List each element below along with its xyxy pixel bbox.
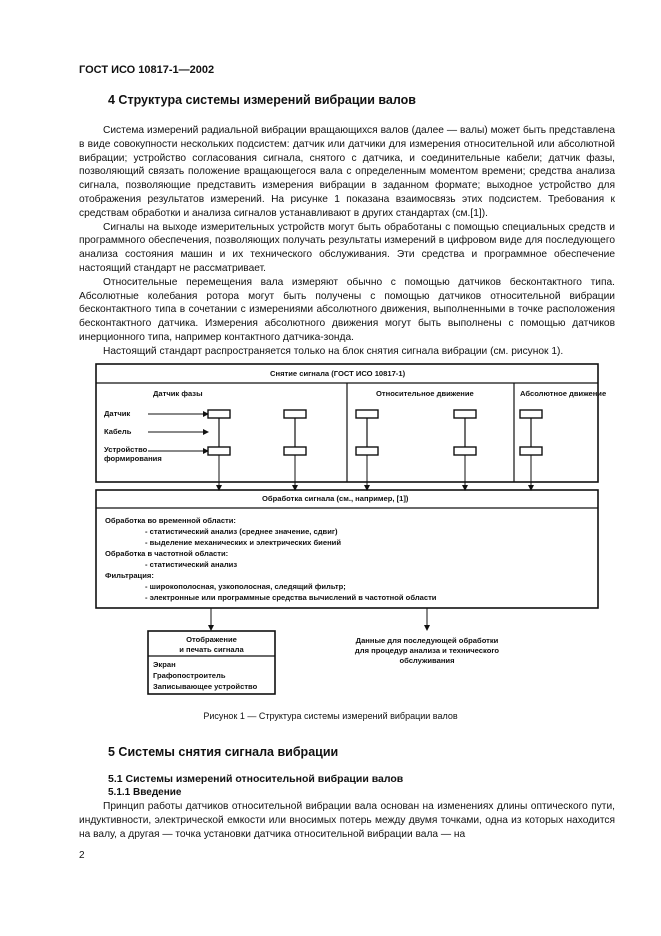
processing-line: - статистический анализ (среднее значение, сдвиг) [145, 527, 338, 536]
processing-line: - широкополосная, узкополосная, следящий фильтр; [145, 582, 346, 591]
display-item: Записывающее устройство [153, 682, 258, 691]
processing-line: - электронные или программные средства вычислений в частотной области [145, 593, 437, 602]
processing-line: Обработка во временной области: [105, 516, 236, 525]
page-number: 2 [79, 850, 85, 861]
figure-caption: Рисунок 1 — Структура системы измерений вибрации валов [203, 711, 458, 721]
data-output-text: Данные для последующей обработки [355, 636, 499, 645]
document-header: ГОСТ ИСО 10817-1—2002 [79, 64, 215, 76]
processing-line: - статистический анализ [145, 560, 238, 569]
processing-line: Фильтрация: [105, 571, 154, 580]
data-output-text-2: для процедур анализа и технического [354, 646, 500, 655]
paragraph: Настоящий стандарт распространяется только на блок снятия сигнала вибрации (см. рисунок 1). [103, 345, 564, 357]
display-item: Экран [153, 660, 176, 669]
relative-motion-column-label: Относительное движение [376, 389, 474, 398]
acquisition-title: Снятие сигнала (ГОСТ ИСО 10817-1) [270, 369, 406, 378]
sensor-row-label: Датчик [104, 409, 131, 418]
paragraph: Система измерений радиальной вибрации вращающихся валов (далее — валы) может быть представлена в виде совокупности нескольких подсистем: датчик или датчики для измерения относительной или абсолютной вибрации; устройство согласования сигнала, снятого с датчика, и соединительные кабели; датчик фазы, позволяющий связать положение вращающегося вала с определенным моментом времени; средства анализа сигнала, позволяющие представить измерения вибрации в заданном формате; выходное устройство для отображения результатов измерений. На рисунке 1 показана взаимосвязь этих подсистем. Требования к средствам обработки и анализа сигналов устанавливают в других стандартах (см.[1]). [79, 125, 615, 219]
section-5-1-title: 5.1 Системы измерений относительной вибрации валов [108, 773, 404, 785]
processing-line: - выделение механических и электрических биений [145, 538, 341, 547]
paragraph: Сигналы на выходе измерительных устройств могут быть обработаны с помощью специальных средств и программного обеспечения, позволяющих получать результаты измерений в цифровом виде для последующего анализа состояния машин и их технического обслуживания. Эти средства и программное обеспечение настоящий стандарт не рассматривает. [79, 221, 615, 274]
cable-row-label: Кабель [104, 427, 132, 436]
section-5-title: 5 Системы снятия сигнала вибрации [108, 745, 339, 759]
data-output-text-3: обслуживания [399, 656, 455, 665]
section-5-1-1-title: 5.1.1 Введение [108, 787, 182, 798]
paragraph: Относительные перемещения вала измеряют обычно с помощью датчиков бесконтактного типа. Абсолютные колебания ротора могут быть получены с помощью датчиков относительной вибрации бесконтактного типа в сочетании с измерениями абсолютного движения, выполненными в точке расположения бесконтактного датчика. Измерения абсолютного движения могут быть выполнены с помощью датчиков инерционного типа, например контактного датчика-зонда. [79, 276, 615, 343]
processing-line: Обработка в частотной области: [105, 549, 229, 558]
processing-title: Обработка сигнала (см., например, [1]) [262, 494, 409, 503]
section-4-title: 4 Структура системы измерений вибрации валов [108, 93, 416, 107]
paragraph: Принцип работы датчиков относительной вибрации вала основан на изменениях длины оптического пути, индуктивности, электрической емкости или вносимых потерь между двумя точками, одна из которых находится на валу, а другая — точка установки датчика относительной вибрации вала — на [79, 801, 615, 840]
absolute-motion-column-label: Абсолютное движение [520, 389, 607, 398]
display-item: Графопостроитель [153, 671, 226, 680]
display-title: Отображение [186, 635, 237, 644]
display-title-2: и печать сигнала [179, 645, 244, 654]
device-row-label-2: формирования [104, 454, 162, 463]
phase-sensor-column-label: Датчик фазы [153, 389, 203, 398]
section-5-body [79, 800, 615, 841]
device-row-label: Устройство [104, 445, 148, 454]
